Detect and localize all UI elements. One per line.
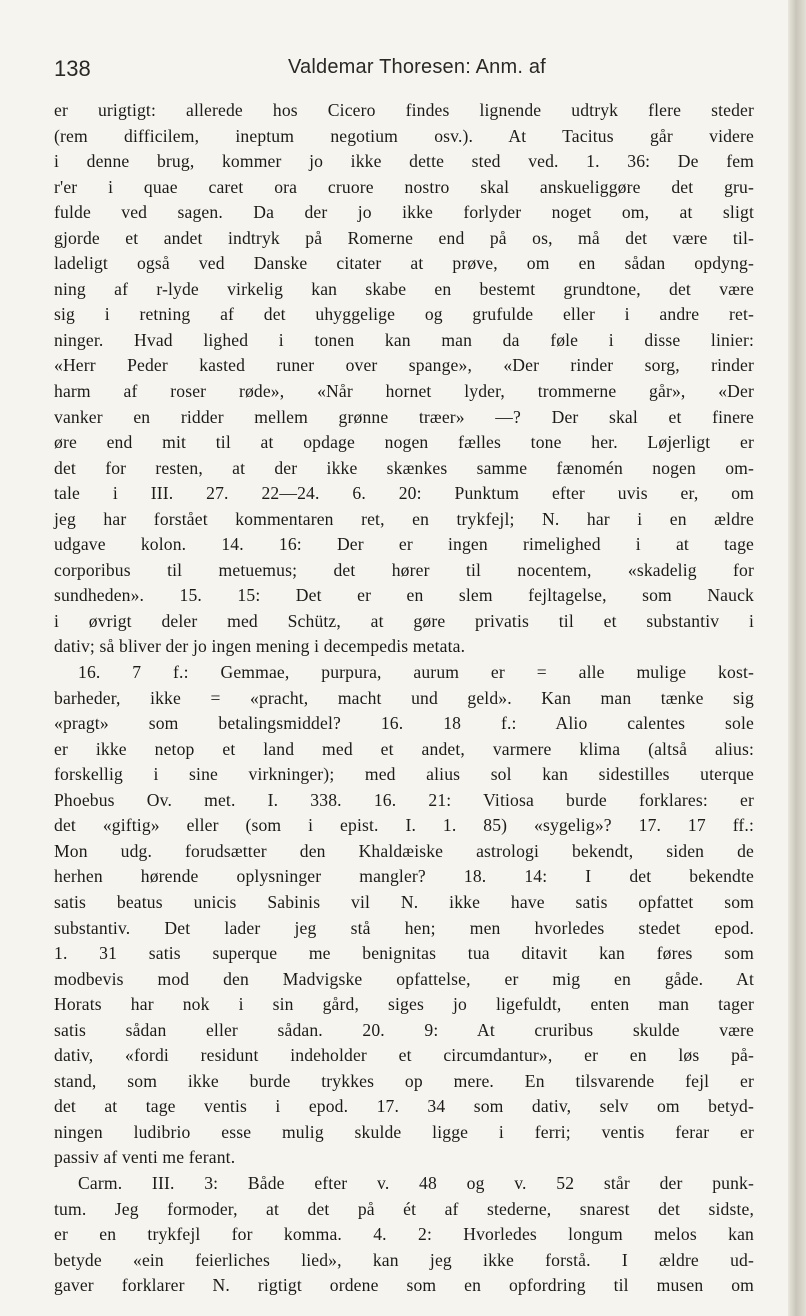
text-line: sig i retning af det uhyggelige og grufulde eller i andre ret- <box>54 304 754 325</box>
text-line: ladeligt også ved Danske citater at prøve, om en sådan opdyng- <box>54 253 754 274</box>
running-head: Valdemar Thoresen: Anm. af <box>288 56 546 78</box>
text-line: Horats har nok i sin gård, siges jo ligefuldt, enten man tager <box>54 994 754 1015</box>
text-line: jeg har forstået kommentaren ret, en trykfejl; N. har i en ældre <box>54 508 754 529</box>
text-line: fulde ved sagen. Da der jo ikke forlyder noget om, at sligt <box>54 202 754 223</box>
text-line: dativ; så bliver der jo ingen mening i decempedis metata. <box>54 636 466 657</box>
text-line: Phoebus Ov. met. I. 338. 16. 21: Vitiosa burde forklares: er <box>54 789 754 810</box>
text-line: corporibus til metuemus; det hører til nocentem, «skadelig for <box>54 559 754 580</box>
body-text <box>54 98 754 1299</box>
text-line: gaver forklarer N. rigtigt ordene som en opfordring til musen om <box>54 1275 754 1296</box>
text-line: er en trykfejl for komma. 4. 2: Hvorledes longum melos kan <box>54 1224 754 1245</box>
text-line: stand, som ikke burde trykkes op mere. En tilsvarende fejl er <box>54 1070 754 1091</box>
text-line: sundheden». 15. 15: Det er en slem fejltagelse, som Nauck <box>54 585 754 606</box>
text-line: passiv af venti me ferant. <box>54 1147 236 1168</box>
text-line: Mon udg. forudsætter den Khaldæiske astrologi bekendt, siden de <box>54 840 754 861</box>
text-line: harm af roser røde», «Når hornet lyder, trommerne går», «Der <box>54 381 754 402</box>
text-line: det at tage ventis i epod. 17. 34 som dativ, selv om betyd- <box>54 1096 754 1117</box>
text-line: substantiv. Det lader jeg stå hen; men hvorledes stedet epod. <box>54 917 754 938</box>
text-line: r'er i quae caret ora cruore nostro skal anskueliggøre det gru- <box>54 176 754 197</box>
text-line: (rem difficilem, ineptum negotium osv.). At Tacitus går videre <box>54 125 754 146</box>
text-line: betyde «ein feierliches lied», kan jeg ikke forstå. I ældre ud- <box>54 1249 754 1270</box>
text-line: 16. 7 f.: Gemmae, purpura, aurum er = alle mulige kost- <box>78 662 754 683</box>
text-line: ningen ludibrio esse mulig skulde ligge i ferri; ventis ferar er <box>54 1121 754 1142</box>
text-line: 1. 31 satis superque me benignitas tua ditavit kan føres som <box>54 943 754 964</box>
text-line: satis beatus unicis Sabinis vil N. ikke have satis opfattet som <box>54 891 754 912</box>
text-line: udgave kolon. 14. 16: Der er ingen rimelighed i at tage <box>54 534 754 555</box>
page-header <box>54 48 754 84</box>
text-line: «pragt» som betalingsmiddel? 16. 18 f.: Alio calentes sole <box>54 713 754 734</box>
text-line: gjorde et andet indtryk på Romerne end på os, må det være til- <box>54 227 754 248</box>
text-line: ning af r-lyde virkelig kan skabe en bestemt grundtone, det være <box>54 278 754 299</box>
text-line: tale i III. 27. 22—24. 6. 20: Punktum efter uvis er, om <box>54 483 754 504</box>
text-line: herhen hørende oplysninger mangler? 18. 14: I det bekendte <box>54 866 754 887</box>
text-line: forskellig i sine virkninger); med alius sol kan sidestilles uterque <box>54 764 754 785</box>
text-line: tum. Jeg formoder, at det på ét af stederne, snarest det sidste, <box>54 1198 754 1219</box>
text-line: er ikke netop et land med et andet, varmere klima (altså alius: <box>54 738 754 759</box>
text-line: Carm. III. 3: Både efter v. 48 og v. 52 står der punk- <box>78 1172 754 1193</box>
page-number: 138 <box>54 56 91 81</box>
text-line: det for resten, at der ikke skænkes samme fænomén nogen om- <box>54 457 754 478</box>
text-line: det «giftig» eller (som i epist. I. 1. 85) «sygelig»? 17. 17 ff.: <box>54 815 754 836</box>
text-line: dativ, «fordi residunt indeholder et circumdantur», er en løs på- <box>54 1045 754 1066</box>
text-line: er urigtigt: allerede hos Cicero findes lignende udtryk flere steder <box>54 100 754 120</box>
text-line: modbevis mod den Madvigske opfattelse, er mig en gåde. At <box>54 968 754 989</box>
text-line: barheder, ikke = «pracht, macht und geld». Kan man tænke sig <box>54 687 754 708</box>
text-line: satis sådan eller sådan. 20. 9: At cruribus skulde være <box>54 1019 754 1040</box>
text-line: i øvrigt deler med Schütz, at gøre privatis til et substantiv i <box>54 610 754 631</box>
text-line: øre end mit til at opdage nogen fælles tone her. Løjerligt er <box>54 432 754 453</box>
text-line: vanker en ridder mellem grønne træer» —? Der skal et finere <box>54 406 754 427</box>
text-line: i denne brug, kommer jo ikke dette sted ved. 1. 36: De fem <box>54 151 754 172</box>
page-edge-shadow <box>788 0 806 1316</box>
text-line: ninger. Hvad lighed i tonen kan man da føle i disse linier: <box>54 329 754 350</box>
text-line: «Herr Peder kasted runer over spange», «Der rinder sorg, rinder <box>54 355 754 376</box>
